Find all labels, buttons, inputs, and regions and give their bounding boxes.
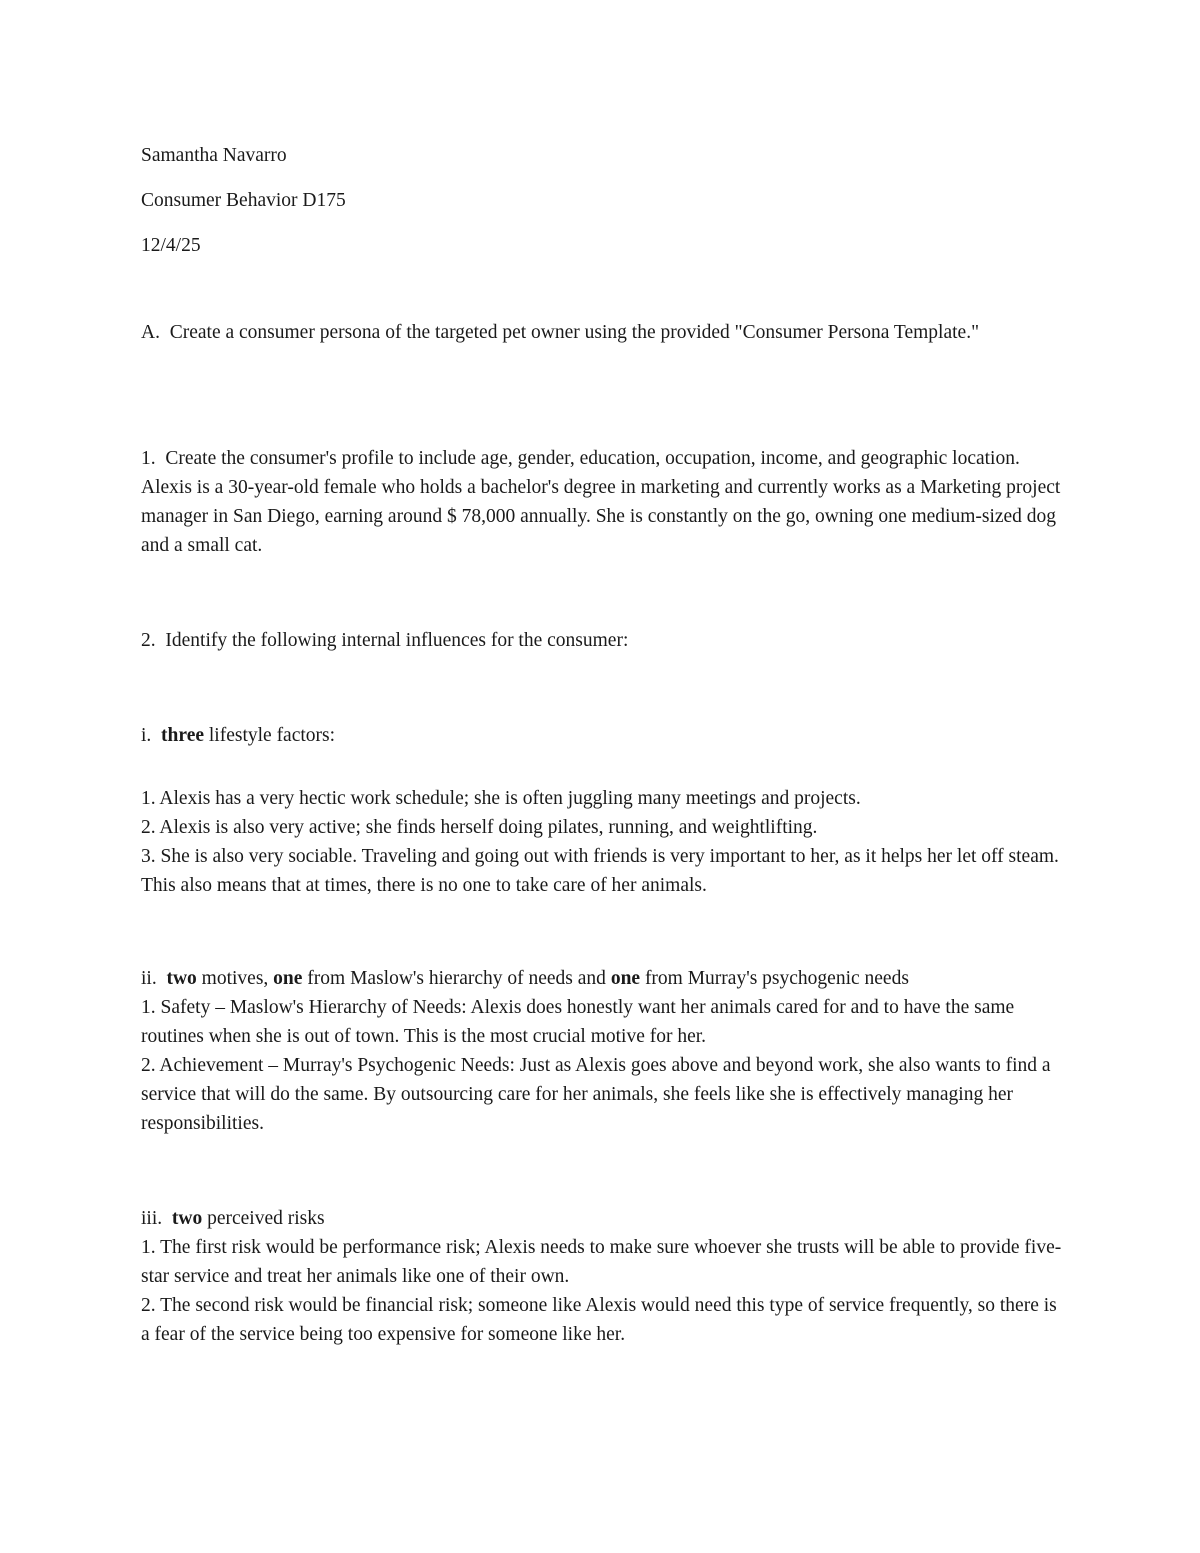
risks-section [141, 1204, 1066, 1349]
question-2-label: 2. [141, 630, 156, 651]
motives-bold-two: two [166, 968, 197, 989]
course-title: Consumer Behavior D175 [141, 190, 346, 211]
motives-bold-one-b: one [610, 968, 641, 989]
question-1-label: 1. [141, 448, 156, 469]
question-2-prompt: Identify the following internal influences for the consumer: [165, 630, 629, 651]
section-a-label: A. [141, 322, 160, 343]
question-2 [141, 626, 1066, 655]
list-item: 3. She is also very sociable. Traveling and going out with friends is very important to her, as it helps her let off steam. This also means that at times, there is no one to take care of her animals. [141, 846, 1059, 896]
motives-section [141, 964, 1066, 1138]
section-a-text: Create a consumer persona of the targeted pet owner using the provided "Consumer Persona Template." [169, 322, 980, 343]
motives-text-2: from Maslow's hierarchy of needs and [307, 968, 606, 989]
list-item: 1. Alexis has a very hectic work schedule; she is often juggling many meetings and projects. [141, 788, 861, 809]
motives-heading [141, 964, 1066, 993]
question-1-prompt: Create the consumer's profile to include age, gender, education, occupation, income, and geographic location. [165, 448, 1020, 469]
list-item: 1. Safety – Maslow's Hierarchy of Needs: Alexis does honestly want her animals cared for and to have the same routines when she is out of town. This is the most crucial motive for her. [141, 997, 1015, 1047]
lifestyle-rest: lifestyle factors: [208, 725, 336, 746]
list-item: 1. The first risk would be performance risk; Alexis needs to make sure whoever she trusts will be able to provide five-star service and treat her animals like one of their own. [141, 1237, 1062, 1287]
list-item: 2. The second risk would be financial risk; someone like Alexis would need this type of service frequently, so there is a fear of the service being too expensive for someone like her. [141, 1295, 1057, 1345]
motives-text-1: motives, [201, 968, 269, 989]
risks-bold: two [171, 1208, 203, 1229]
risks-rest: perceived risks [207, 1208, 325, 1229]
lifestyle-heading [141, 721, 1066, 750]
risks-label: iii. [141, 1208, 163, 1229]
lifestyle-label: i. [141, 725, 152, 746]
risks-heading [141, 1204, 1066, 1233]
question-1-answer: Alexis is a 30-year-old female who holds a bachelor's degree in marketing and currently works as a Marketing project manager in San Diego, earning around $ 78,000 annually. She is constantly on the go, owning one medium-sized dog and a small cat. [141, 477, 1061, 556]
motives-bold-one-a: one [273, 968, 303, 989]
list-item: 2. Achievement – Murray's Psychogenic Needs: Just as Alexis goes above and beyond work, she also wants to find a service that will do the same. By outsourcing care for her animals, she feels like she is effectively managing her responsibilities. [141, 1055, 1051, 1134]
list-item: 2. Alexis is also very active; she finds herself doing pilates, running, and weightlifting. [141, 817, 818, 838]
lifestyle-list [141, 784, 1066, 900]
author-name: Samantha Navarro [141, 145, 287, 166]
lifestyle-bold: three [161, 725, 204, 746]
document-date: 12/4/25 [141, 235, 201, 256]
motives-text-3: from Murray's psychogenic needs [644, 968, 909, 989]
question-1 [141, 444, 1066, 560]
section-a-prompt [141, 318, 1066, 347]
motives-label: ii. [141, 968, 157, 989]
